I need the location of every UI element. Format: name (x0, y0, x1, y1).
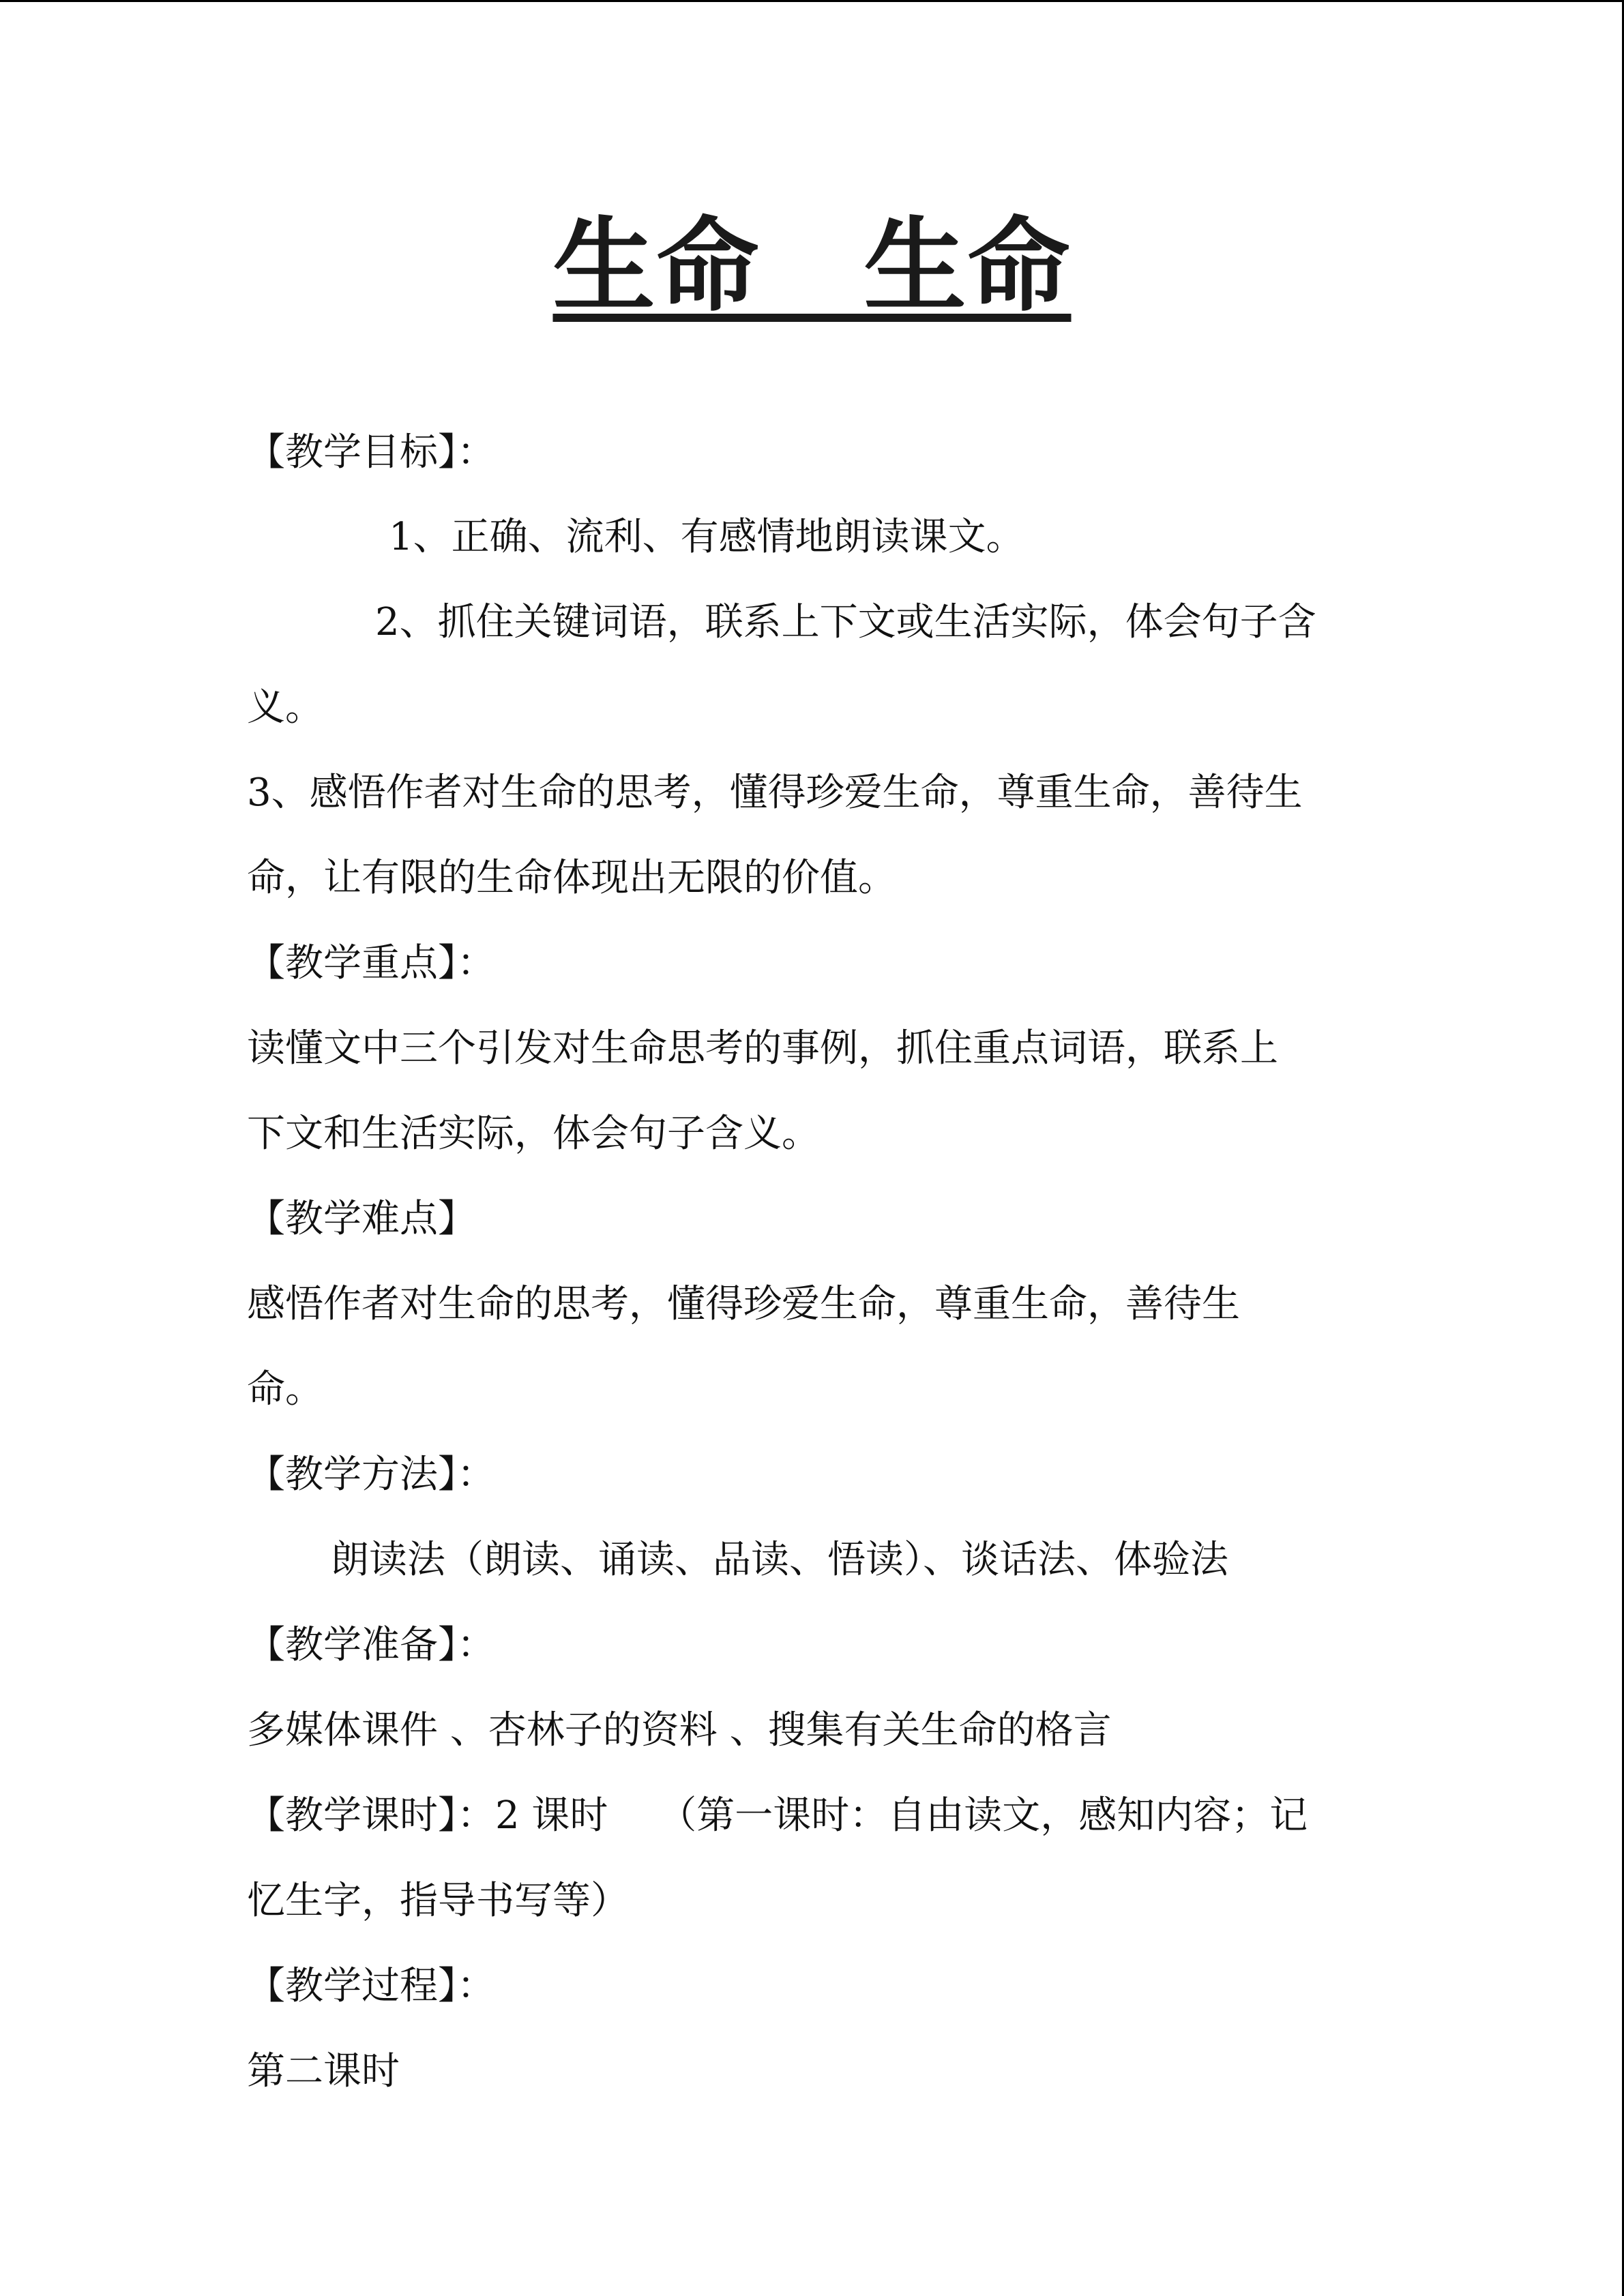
goal-item-3: 3、感悟作者对生命的思考，懂得珍爱生命，尊重生命，善待生 (247, 771, 1303, 815)
class-hours-text: 【教学课时】：2 课时 （第一课时：自由读文，感知内容；记 (247, 1793, 1308, 1838)
heading-teaching-difficulty: 【教学难点】 (247, 1197, 476, 1241)
methods-text: 朗读法（朗读、诵读、品读、悟读）、谈话法、体验法 (331, 1538, 1228, 1582)
focus-text: 读懂文中三个引发对生命思考的事例，抓住重点词语，联系上 (247, 1026, 1278, 1071)
heading-teaching-methods: 【教学方法】： (247, 1452, 495, 1497)
preparation-text: 多媒体课件 、杏林子的资料 、搜集有关生命的格言 (247, 1708, 1112, 1753)
heading-teaching-process: 【教学过程】： (247, 1964, 495, 2008)
goal-item-2: 2、抓住关键词语，联系上下文或生活实际，体会句子含 (375, 600, 1316, 644)
difficulty-text-continued: 命。 (247, 1367, 323, 1412)
heading-teaching-goals: 【教学目标】： (247, 430, 495, 475)
goal-item-1: 1、正确、流利、有感情地朗读课文。 (389, 515, 1024, 559)
document-title (0, 201, 1624, 331)
goal-item-2-continued: 义。 (247, 685, 323, 730)
heading-teaching-preparation: 【教学准备】： (247, 1623, 495, 1667)
heading-teaching-focus: 【教学重点】： (247, 941, 495, 985)
title-text: 生命 生命 (552, 206, 1072, 326)
difficulty-text: 感悟作者对生命的思考，懂得珍爱生命，尊重生命，善待生 (247, 1282, 1240, 1326)
focus-text-continued: 下文和生活实际，体会句子含义。 (247, 1112, 820, 1156)
goal-item-3-continued: 命，让有限的生命体现出无限的价值。 (247, 856, 896, 900)
second-lesson-label: 第二课时 (247, 2049, 400, 2093)
class-hours-text-continued: 忆生字，指导书写等） (247, 1879, 629, 1923)
